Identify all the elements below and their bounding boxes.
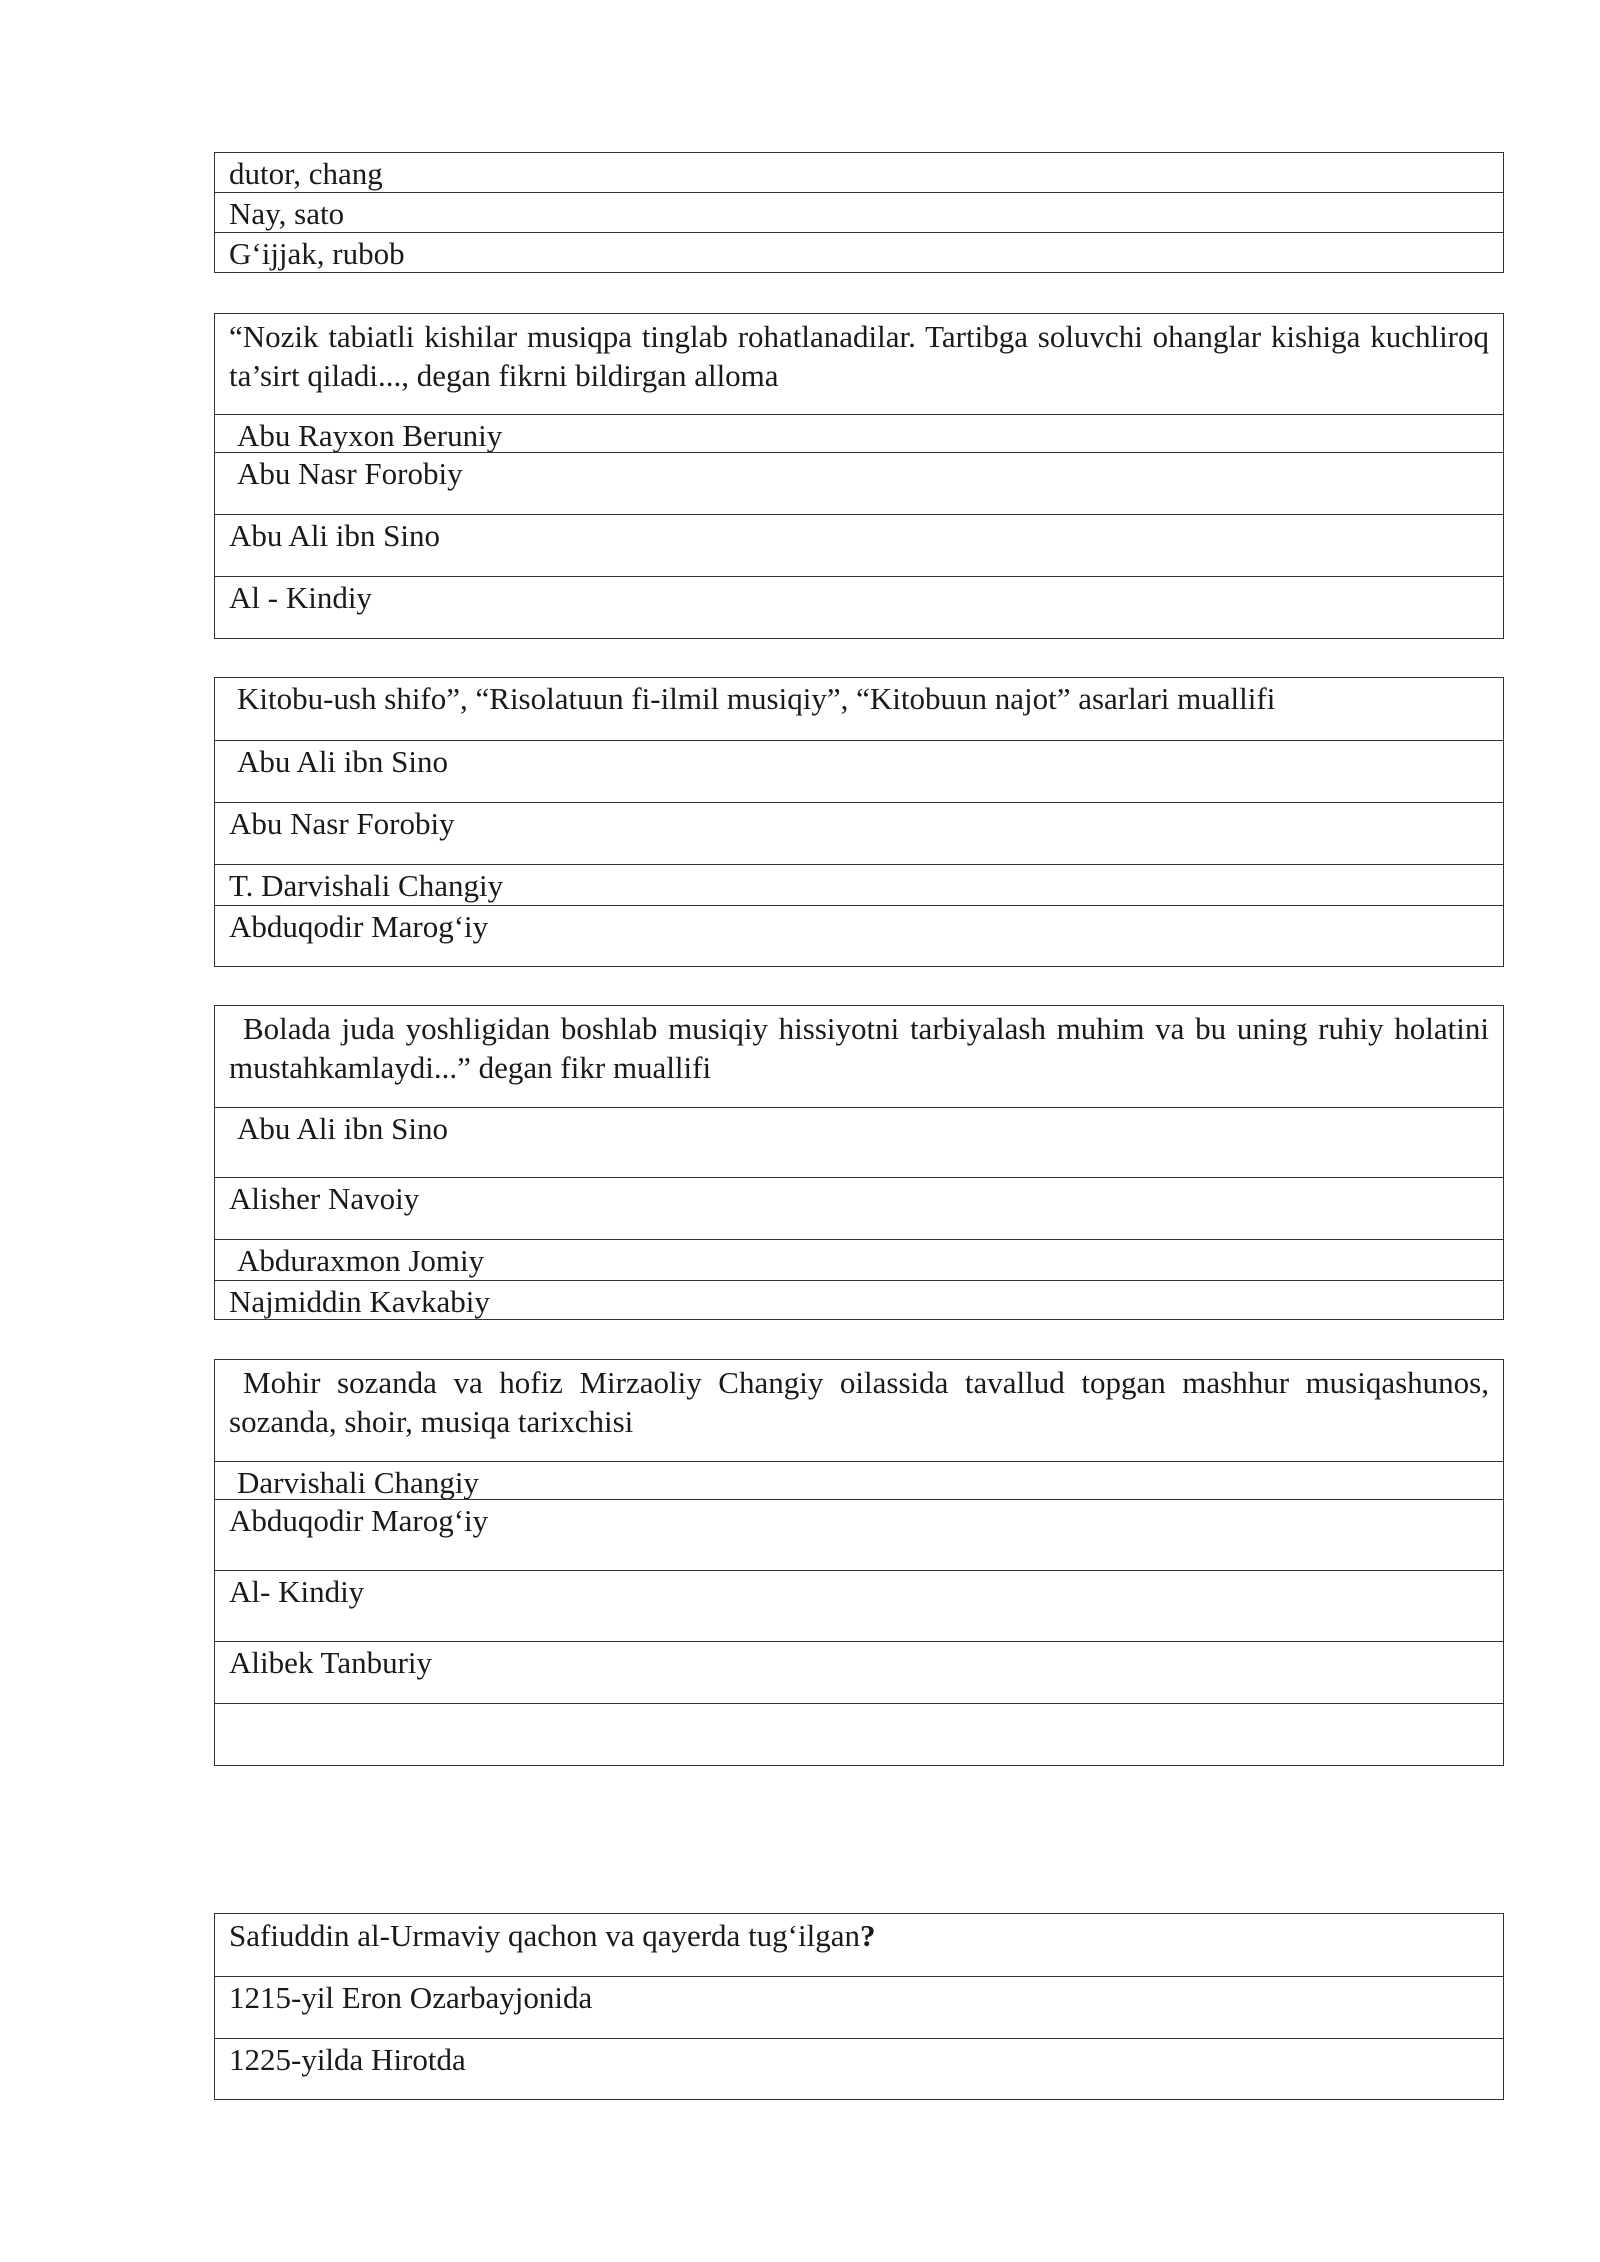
question-table-4: [214, 1005, 1504, 1320]
question-text: Mohir sozanda va hofiz Mirzaoliy Changiy oilassida tavallud topgan mashhur musiqashunos, sozanda, shoir, musiqa tarixchisi: [229, 1365, 1489, 1439]
question-text: Bolada juda yoshligidan boshlab musiqiy hissiyotni tarbiyalash muhim va bu uning ruhiy holatini mustahkamlaydi...” degan fikr muallifi: [229, 1011, 1489, 1085]
question-mark: ?: [860, 1918, 876, 1953]
option-row: Alisher Navoiy: [215, 1177, 1503, 1239]
question-table-5: [214, 1359, 1504, 1766]
option-row: T. Darvishali Changiy: [215, 864, 1503, 905]
option-row: Al - Kindiy: [215, 576, 1503, 638]
option-row: Darvishali Changiy: [215, 1461, 1503, 1499]
option-row: dutor, chang: [229, 156, 383, 191]
option-row: 1215-yil Eron Ozarbayjonida: [215, 1976, 1503, 2038]
option-row: Abduqodir Marog‘iy: [215, 905, 1503, 966]
option-row: Nay, sato: [215, 192, 1503, 232]
option-row: Abduraxmon Jomiy: [215, 1239, 1503, 1280]
option-row: Abu Ali ibn Sino: [215, 514, 1503, 576]
question-label: Safiuddin al-Urmaviy qachon va qayerda tug‘ilgan: [229, 1918, 860, 1953]
option-row: Abu Rayxon Beruniy: [215, 414, 1503, 452]
option-row: Abu Nasr Forobiy: [215, 802, 1503, 864]
question-table-6: [214, 1913, 1504, 2100]
option-row: Najmiddin Kavkabiy: [215, 1280, 1503, 1319]
option-row: Al- Kindiy: [215, 1570, 1503, 1641]
question-text: [215, 1914, 1503, 1976]
option-row: Abduqodir Marog‘iy: [215, 1499, 1503, 1570]
option-row: Alibek Tanburiy: [215, 1641, 1503, 1703]
option-row: Abu Ali ibn Sino: [215, 740, 1503, 802]
answer-table-1: [214, 152, 1504, 273]
option-row: [215, 1703, 1503, 1765]
option-row: G‘ijjak, rubob: [215, 232, 1503, 272]
question-text: “Nozik tabiatli kishilar musiqpa tinglab rohatlanadilar. Tartibga soluvchi ohanglar kishiga kuchliroq ta’sirt qiladi..., degan fikrni bildirgan alloma: [229, 319, 1489, 393]
option-row: Abu Ali ibn Sino: [215, 1107, 1503, 1177]
question-text: Kitobu-ush shifo”, “Risolatuun fi-ilmil musiqiy”, “Kitobuun najot” asarlari muallifi: [237, 681, 1276, 716]
question-table-3: [214, 677, 1504, 967]
option-row: 1225-yilda Hirotda: [215, 2038, 1503, 2099]
option-row: Abu Nasr Forobiy: [215, 452, 1503, 514]
question-table-2: [214, 313, 1504, 639]
